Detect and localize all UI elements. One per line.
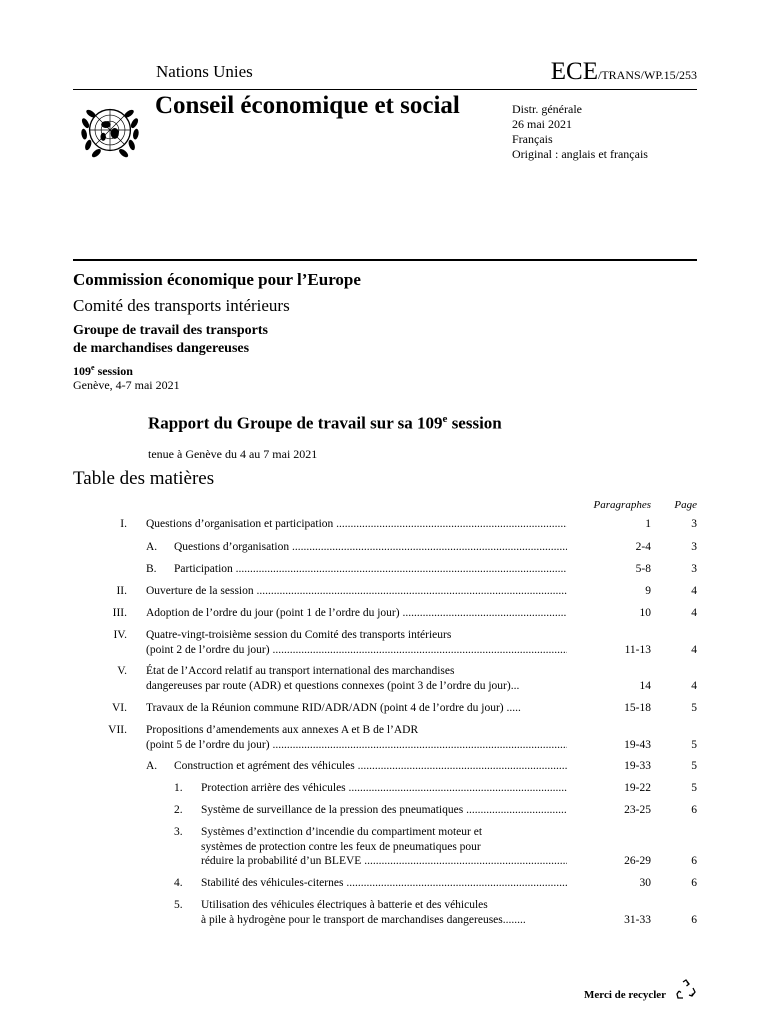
toc-entry-line [201,876,567,891]
toc-entry-title [201,803,567,818]
toc-entry-text: Propositions d’amendements aux annexes A et B de l’ADR [146,724,419,736]
toc-entry-line [174,562,567,577]
document-symbol [551,58,697,86]
toc-entry-number: 4. [174,877,183,889]
organization-name: Nations Unies [156,62,253,81]
toc-entry-line [201,898,567,913]
session-number-value: 109 [73,364,91,378]
toc-leader-dots [333,518,567,530]
toc-entry-title [201,825,567,869]
toc-entry-paragraphs: 11-13 [624,643,651,656]
toc-entry-title [146,701,567,716]
toc-entry-paragraphs: 5-8 [635,563,651,575]
toc-entry-line [146,517,567,532]
toc-entry-paragraphs: 15-18 [624,702,651,714]
report-title-sup: e [442,413,448,425]
distribution-date: 26 mai 2021 [512,117,572,131]
toc-entry-line [146,664,567,679]
report-subtitle: tenue à Genève du 4 au 7 mai 2021 [148,447,318,461]
toc-entry-title [174,562,567,577]
toc-entry-text: Questions d’organisation [174,541,290,553]
toc-entry-page: 5 [691,760,697,772]
toc-entry-page: 6 [691,804,697,816]
toc-entry-number: B. [146,563,157,575]
toc-entry-number: A. [146,541,158,553]
toc-header-paragraphs: Paragraphes [593,499,651,511]
toc-entry-line [146,628,567,643]
toc-leader-dots [400,607,567,619]
toc-entry-title [174,759,567,774]
toc-entry-paragraphs: 1 [645,518,651,530]
toc-entry-text: réduire la probabilité d’un BLEVE [201,855,362,867]
section-rule [73,259,697,261]
toc-entry-number: I. [120,518,127,530]
toc-entry-number: II. [116,585,127,597]
toc-entry-page: 4 [691,585,697,597]
toc-leader-dots [346,782,567,794]
toc-entry-title [146,584,567,599]
toc-entry-text: Construction et agrément des véhicules [174,760,355,772]
toc-entry-text: dangereuses par route (ADR) et questions connexes (point 3 de l’ordre du jour)... [146,679,520,692]
toc-entry-text: (point 5 de l’ordre du jour) [146,738,270,751]
toc-leader-dots [463,804,567,816]
session-number-sup: e [91,363,95,372]
toc-entry-text: Système de surveillance de la pression des pneumatiques [201,804,464,816]
toc-header-page: Page [674,499,697,511]
toc-entry-title [146,606,567,621]
toc-entry-line [201,840,567,855]
session-place: Genève, 4-7 mai 2021 [73,378,180,392]
toc-entry-title [146,517,567,532]
working-party-line-1: Groupe de travail des transports [73,323,268,338]
session-number [73,363,133,379]
toc-entry-line [201,825,567,840]
toc-entry-page: 5 [691,782,697,794]
toc-entry-text: systèmes de protection contre les feux de pneumatiques pour [201,840,481,853]
toc-entry-line [146,643,567,658]
toc-leader-dots [355,760,567,772]
toc-entry-page: 5 [691,702,697,714]
distribution-line: Distr. générale [512,102,582,116]
toc-entry-title [146,723,567,752]
toc-leader-dots [289,541,567,553]
toc-entry-page: 6 [691,855,697,867]
document-symbol-main: ECE [550,58,598,85]
toc-entry-number: VII. [108,724,127,736]
toc-entry-line [201,781,567,796]
toc-leader-dots [343,877,567,889]
toc-entry-number: 5. [174,899,183,911]
toc-entry-text: (point 2 de l’ordre du jour) [146,643,270,656]
committee-name: Comité des transports intérieurs [73,296,290,315]
toc-entry-text: Utilisation des véhicules électriques à batterie et des véhicules [201,899,488,911]
toc-entry-paragraphs: 23-25 [624,804,651,816]
toc-entry-text: à pile à hydrogène pour le transport de marchandises dangereuses........ [201,913,526,926]
toc-entry-paragraphs: 19-33 [624,760,651,772]
toc-entry-line [146,723,567,738]
toc-leader-dots [233,563,567,575]
toc-entry-title [174,540,567,555]
toc-entry-text: Quatre-vingt-troisième session du Comité des transports intérieurs [146,629,452,641]
toc-entry-number: 1. [174,782,183,794]
distribution-original: Original : anglais et français [512,147,648,161]
toc-entry-paragraphs: 26-29 [624,855,651,867]
toc-entry-line [174,540,567,555]
toc-entry-text: Ouverture de la session [146,585,254,597]
toc-entry-page: 3 [691,518,697,530]
report-title-main: Rapport du Groupe de travail sur sa 109 [148,413,443,433]
toc-leader-dots [361,855,567,867]
toc-entry-text: Stabilité des véhicules-citernes [201,877,344,889]
toc-entry-line [201,854,567,869]
recycle-icon [674,978,698,1002]
toc-entry-number: V. [117,665,127,677]
toc-entry-text: Questions d’organisation et participation [146,518,334,530]
toc-entry-number: A. [146,760,158,772]
toc-title: Table des matières [73,468,215,489]
toc-entry-page: 3 [691,563,697,575]
working-party-name [73,322,268,358]
toc-leader-dots [270,739,567,751]
toc-entry-paragraphs: 9 [645,585,651,597]
toc-entry-paragraphs: 19-22 [624,782,651,794]
toc-entry-number: VI. [111,702,127,714]
toc-entry-paragraphs: 31-33 [624,913,651,926]
toc-entry-paragraphs: 10 [639,607,651,619]
toc-entry-line [146,738,567,753]
toc-entry-title [201,898,567,927]
header-rule [73,89,697,90]
recycle-text: Merci de recycler [584,989,667,1001]
toc-entry-text: Systèmes d’extinction d’incendie du compartiment moteur et [201,826,483,838]
toc-entry-title [146,628,567,657]
toc-entry-text: Adoption de l’ordre du jour (point 1 de l’ordre du jour) [146,607,400,619]
toc-entry-text: État de l’Accord relatif au transport international des marchandises [146,665,455,677]
un-emblem-icon [76,96,144,164]
toc-entry-line [146,606,567,621]
toc-entry-number: 3. [174,826,183,838]
toc-entry-page: 6 [691,913,697,926]
toc-entry-page: 6 [691,877,697,889]
council-name: Conseil économique et social [155,92,460,119]
toc-entry-paragraphs: 14 [639,679,651,692]
report-title-end: session [447,413,502,433]
toc-entry-page: 3 [691,541,697,553]
toc-entry-title [201,876,567,891]
toc-entry-text: Participation [174,563,233,575]
toc-entry-line [201,803,567,818]
toc-entry-page: 5 [691,738,697,751]
toc-entry-page: 4 [691,679,697,692]
toc-entry-title [201,781,567,796]
document-symbol-rest: /TRANS/WP.15/253 [597,68,697,82]
toc-entry-number: IV. [113,629,127,641]
toc-entry-page: 4 [691,643,697,656]
distribution-block [512,102,648,162]
toc-entry-line [146,701,567,716]
toc-entry-line [201,913,567,928]
toc-entry-page: 4 [691,607,697,619]
toc-entry-title [146,664,567,693]
session-word: session [94,364,133,378]
toc-entry-text: Travaux de la Réunion commune RID/ADR/ADN (point 4 de l’ordre du jour) ..... [146,702,521,714]
toc-entry-paragraphs: 30 [639,877,651,889]
toc-entry-paragraphs: 19-43 [624,738,651,751]
toc-leader-dots [270,644,567,656]
toc-entry-line [146,679,567,694]
report-title [148,413,502,434]
toc-entry-paragraphs: 2-4 [635,541,651,553]
commission-name: Commission économique pour l’Europe [73,270,361,289]
toc-entry-line [146,584,567,599]
toc-entry-line [174,759,567,774]
toc-leader-dots [254,585,567,597]
toc-entry-number: 2. [174,804,183,816]
distribution-language: Français [512,132,553,146]
working-party-line-2: de marchandises dangereuses [73,341,250,356]
toc-entry-text: Protection arrière des véhicules [201,782,346,794]
toc-entry-number: III. [112,607,127,619]
